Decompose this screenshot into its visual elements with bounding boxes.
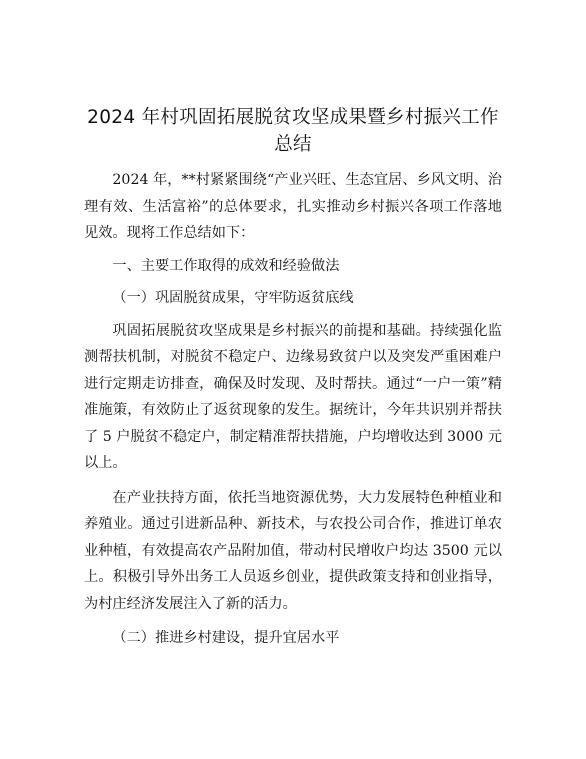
subsection-heading-1: （一）巩固脱贫成果，守牢防返贫底线 xyxy=(112,290,354,306)
intro-paragraph: 2024 年，**村紧紧围绕“产业兴旺、生态宜居、乡风文明、治理有效、生活富裕”的总体要求，扎实推动乡村振兴各项工作落地见效。现将工作总结如下： xyxy=(84,172,502,241)
document-title: 2024 年村巩固拓展脱贫攻坚成果暨乡村振兴工作总结 xyxy=(87,107,499,155)
section-heading-1: 一、主要工作取得的成效和经验做法 xyxy=(112,257,340,274)
body-paragraph-1: 巩固拓展脱贫攻坚成果是乡村振兴的前提和基础。持续强化监测帮扶机制，对脱贫不稳定户、边缘易致贫户以及突发严重困难户进行定期走访排查，确保及时发现、及时帮扶。通过“一户一策”精准施策，有效防止了返贫现象的发生。据统计，今年共识别并帮扶了 5 户脱贫不稳定户，制定精准帮扶措施，户均增收达到 3000 元以上。 xyxy=(84,322,502,471)
subsection-heading-2: （二）推进乡村建设，提升宜居水平 xyxy=(112,630,340,646)
document-body xyxy=(84,167,502,658)
body-paragraph-2: 在产业扶持方面，依托当地资源优势，大力发展特色种植业和养殖业。通过引进新品种、新技术，与农投公司合作，推进订单农业种植，有效提高农产品附加值，带动村民增收户均达 3500 元以上。积极引导外出务工人员返乡创业，提供政策支持和创业指导，为村庄经济发展注入了新的活力。 xyxy=(84,489,502,612)
